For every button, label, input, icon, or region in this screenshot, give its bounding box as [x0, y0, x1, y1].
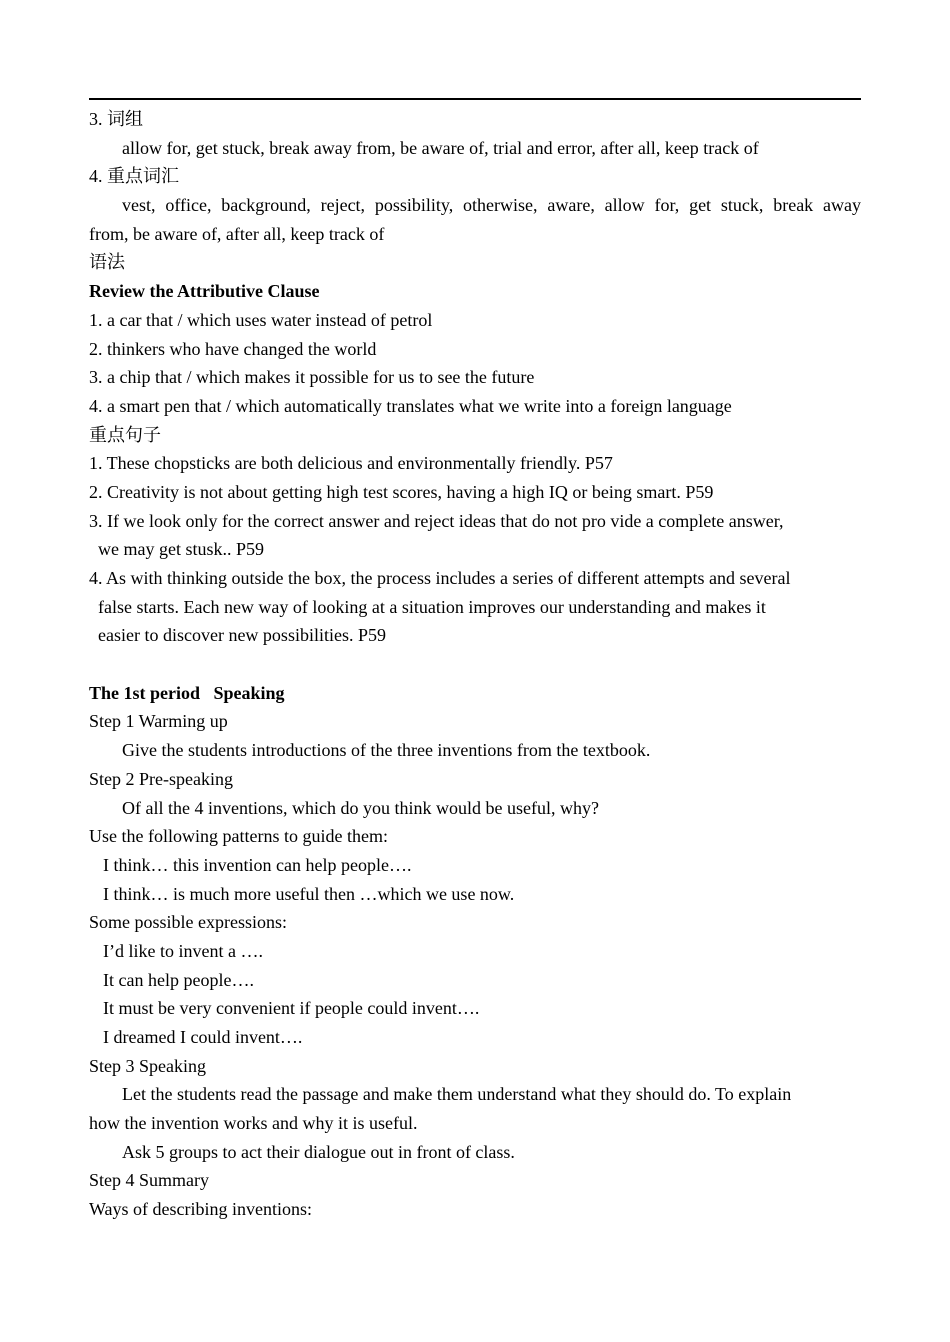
- period-title: The 1st period Speaking: [89, 682, 285, 703]
- expression-4: I dreamed I could invent….: [103, 1027, 303, 1047]
- grammar-item-1: 1. a car that / which uses water instead of petrol: [89, 309, 433, 330]
- grammar-title: Review the Attributive Clause: [89, 281, 320, 302]
- sentence-3-line-1: 3. If we look only for the correct answer and reject ideas that do not pro vide a complete answer,: [89, 510, 784, 531]
- sentence-4-line-1: 4. As with thinking outside the box, the process includes a series of different attempts and several: [89, 568, 791, 588]
- vocabulary-line-2: from, be aware of, after all, keep track of: [89, 223, 385, 244]
- sentence-2: 2. Creativity is not about getting high test scores, having a high IQ or being smart. P59: [89, 481, 714, 502]
- step-4-title: Step 4 Summary: [89, 1170, 209, 1191]
- grammar-heading: 语法: [89, 252, 125, 273]
- expression-1: I’d like to invent a ….: [103, 940, 263, 961]
- grammar-item-2: 2. thinkers who have changed the world: [89, 338, 377, 359]
- grammar-item-4: 4. a smart pen that / which automatically translates what we write into a foreign language: [89, 395, 732, 416]
- expressions-intro: Some possible expressions:: [89, 912, 287, 933]
- step-3-line-3: Ask 5 groups to act their dialogue out in front of class.: [122, 1141, 515, 1162]
- step-3-title: Step 3 Speaking: [89, 1055, 206, 1076]
- step-1-text: Give the students introductions of the three inventions from the textbook.: [122, 740, 651, 761]
- step-2-text: Of all the 4 inventions, which do you think would be useful, why?: [122, 797, 599, 818]
- step-1-title: Step 1 Warming up: [89, 711, 228, 732]
- vocabulary-heading: 4. 重点词汇: [89, 166, 179, 187]
- phrases-text: allow for, get stuck, break away from, be aware of, trial and error, after all, keep track of: [122, 137, 759, 158]
- sentence-3-line-2: we may get stusk.. P59: [98, 539, 264, 560]
- patterns-intro: Use the following patterns to guide them:: [89, 826, 388, 847]
- sentence-1: 1. These chopsticks are both delicious and environmentally friendly. P57: [89, 453, 613, 474]
- step-4-text: Ways of describing inventions:: [89, 1199, 313, 1220]
- step-3-line-2: how the invention works and why it is useful.: [89, 1113, 418, 1134]
- grammar-item-3: 3. a chip that / which makes it possible for us to see the future: [89, 367, 535, 388]
- step-3-line-1: Let the students read the passage and make them understand what they should do. To explain: [122, 1084, 792, 1105]
- document-body: [89, 105, 861, 1224]
- blank-line: [89, 650, 861, 679]
- pattern-2: I think… is much more useful then …which we use now.: [103, 883, 515, 904]
- expression-2: It can help people….: [103, 969, 254, 990]
- expression-3: It must be very convenient if people could invent….: [103, 998, 480, 1019]
- sentence-4-line-3: easier to discover new possibilities. P59: [98, 625, 386, 646]
- step-2-title: Step 2 Pre-speaking: [89, 768, 233, 789]
- header-rule: [89, 98, 861, 100]
- sentence-4-line-2: false starts. Each new way of looking at a situation improves our understanding and makes it: [98, 596, 766, 617]
- vocabulary-line-1: vest, office, background, reject, possibility, otherwise, aware, allow for, get stuck, break away: [122, 195, 861, 216]
- sentences-heading: 重点句子: [89, 424, 161, 445]
- pattern-1: I think… this invention can help people….: [103, 854, 412, 875]
- phrases-heading: 3. 词组: [89, 109, 143, 129]
